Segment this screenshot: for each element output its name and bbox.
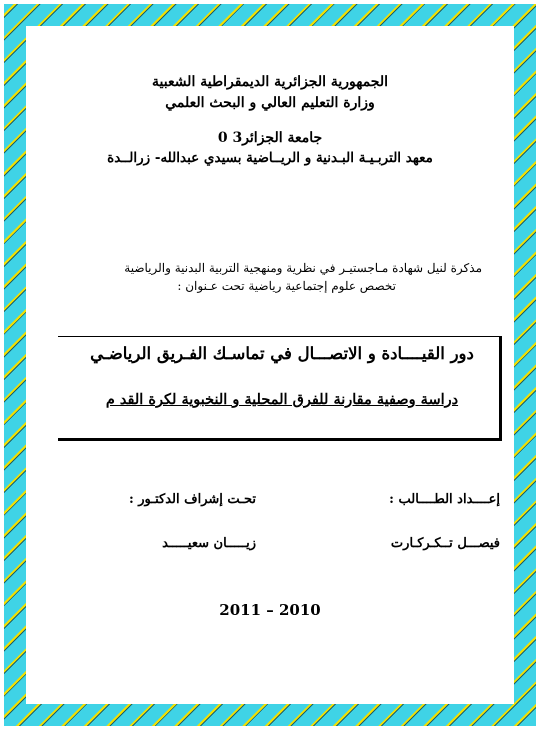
- prepared-by-label: إعــــداد الطــــالب :: [389, 492, 500, 507]
- memo-line-1: مذكرة لنيل شهادة مـاجستيـر في نظرية ومنهجية التربية البدنية والرياضية: [124, 261, 482, 275]
- thesis-title: دور القيــــادة و الاتصـــال في تماسـك الفـريق الرياضـي: [90, 344, 474, 363]
- university-heading: جامعة الجزائر3 0: [217, 130, 323, 146]
- institute-heading: معهد التربـيـة البـدنية و الريــاضية بسيدي عبدالله- زرالــدة: [107, 150, 433, 166]
- thesis-subtitle: دراسة وصفية مقارنة للفرق المحلية و النخبوية لكرة القد م: [105, 391, 459, 408]
- supervisor-label: تحـت إشراف الدكتـور :: [128, 492, 256, 507]
- student-name: فيصـــل تــكـركـارت: [390, 536, 500, 551]
- memo-line-2: تخصص علوم إجتماعية رياضية تحت عـنوان :: [177, 279, 396, 293]
- ministry-heading: وزارة التعليم العالي و البحث العلمي: [165, 95, 375, 111]
- republic-heading: الجمهورية الجزائرية الديمقراطية الشعبية: [151, 74, 388, 90]
- cover-content: [26, 26, 514, 704]
- academic-years: 2011 – 2010: [219, 601, 321, 619]
- supervisor-name: زيـــــان سعيـــــد: [162, 536, 256, 551]
